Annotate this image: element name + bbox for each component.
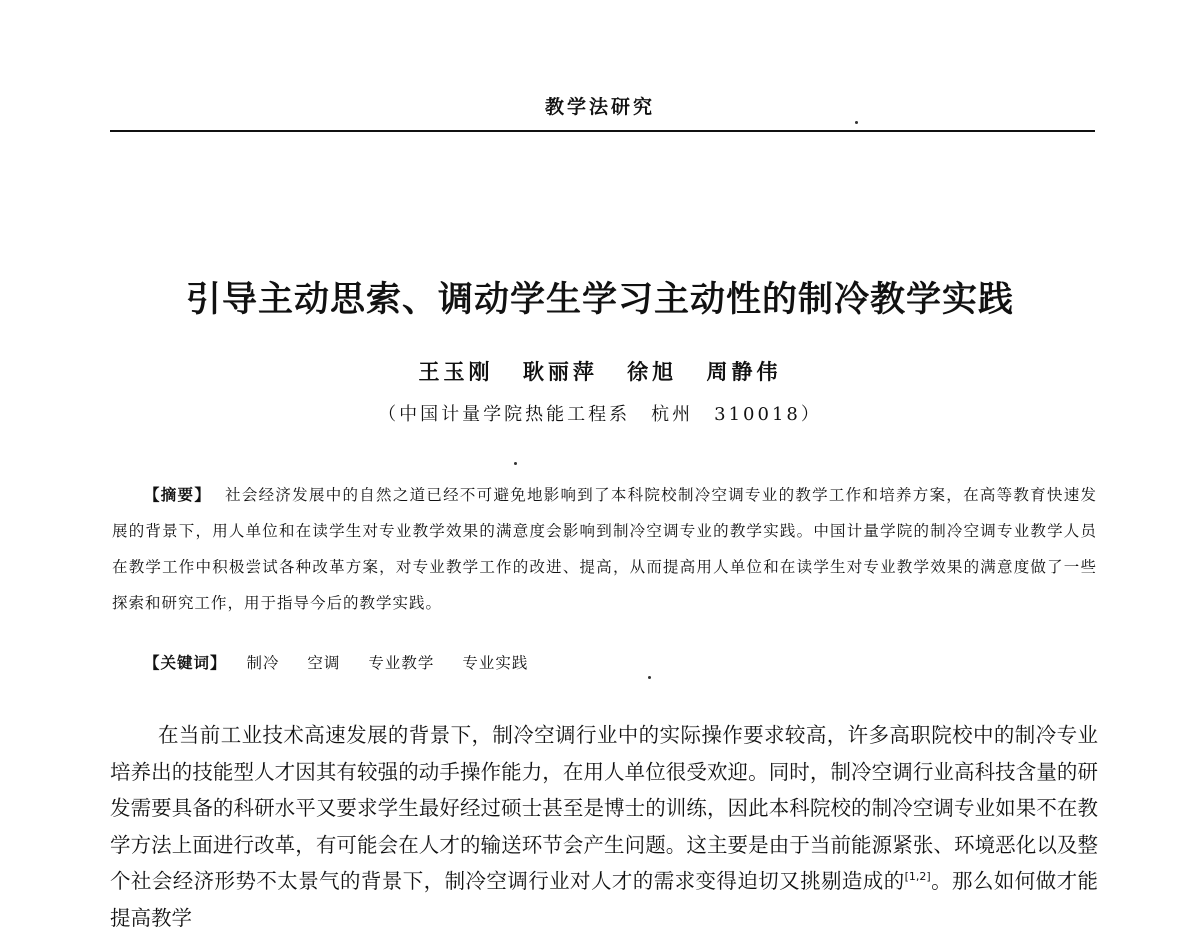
paper-title: 引导主动思索、调动学生学习主动性的制冷教学实践 — [185, 280, 1014, 320]
keyword-list — [246, 654, 550, 672]
body-text-part: 在当前工业技术高速发展的背景下，制冷空调行业中的实际操作要求较高，许多高职院校中的制冷专业培养出的技能型人才因其有较强的动手操作能力，在用人单位很受欢迎。同时，制冷空调行业高科技含量的研发需要具备的科研水平又要求学生最好经过硕士甚至是博士的训练，因此本科院校的制冷空调专业如果不在教学方法上面进行改革，有可能会在人才的输送环节会产生问题。这主要是由于当前能源紧张、环境恶化以及整个社会经济形势不太景气的背景下，制冷空调行业对人才的需求变得迫切又挑剔造成的 — [110, 723, 1098, 893]
body-paragraph — [110, 717, 1098, 936]
header-rule — [110, 130, 1095, 132]
keyword: 制冷 — [246, 654, 280, 672]
author-name: 王玉刚 — [418, 359, 494, 384]
author-name: 徐旭 — [627, 359, 678, 384]
author-affiliation: （中国计量学院热能工程系 杭州 310018） — [378, 404, 822, 425]
keyword: 空调 — [307, 654, 341, 672]
abstract — [112, 477, 1097, 621]
abstract-label: 【摘要】 — [144, 486, 212, 504]
keywords-label: 【关键词】 — [144, 654, 227, 672]
author-name: 周静伟 — [706, 359, 782, 384]
scan-speck — [514, 462, 517, 465]
abstract-text: 社会经济发展中的自然之道已经不可避免地影响到了本科院校制冷空调专业的教学工作和培养方案，在高等教育快速发展的背景下，用人单位和在读学生对专业教学效果的满意度会影响到制冷空调专业的教学实践。中国计量学院的制冷空调专业教学人员在教学工作中积极尝试各种改革方案，对专业教学工作的改进、提高，从而提高用人单位和在读学生对专业教学效果的满意度做了一些探索和研究工作，用于指导今后的教学实践。 — [112, 486, 1097, 612]
author-list — [0, 356, 1200, 386]
keywords — [144, 648, 1094, 678]
keyword: 专业实践 — [462, 654, 529, 672]
scan-speck — [648, 676, 651, 679]
body-text-part: 。那么如何做才能提高教学 — [110, 869, 1099, 930]
citation-marker: [1,2] — [904, 870, 931, 884]
running-head: 教学法研究 — [544, 96, 655, 118]
scan-speck — [855, 121, 858, 124]
keyword: 专业教学 — [368, 654, 435, 672]
author-name: 耿丽萍 — [522, 359, 598, 384]
